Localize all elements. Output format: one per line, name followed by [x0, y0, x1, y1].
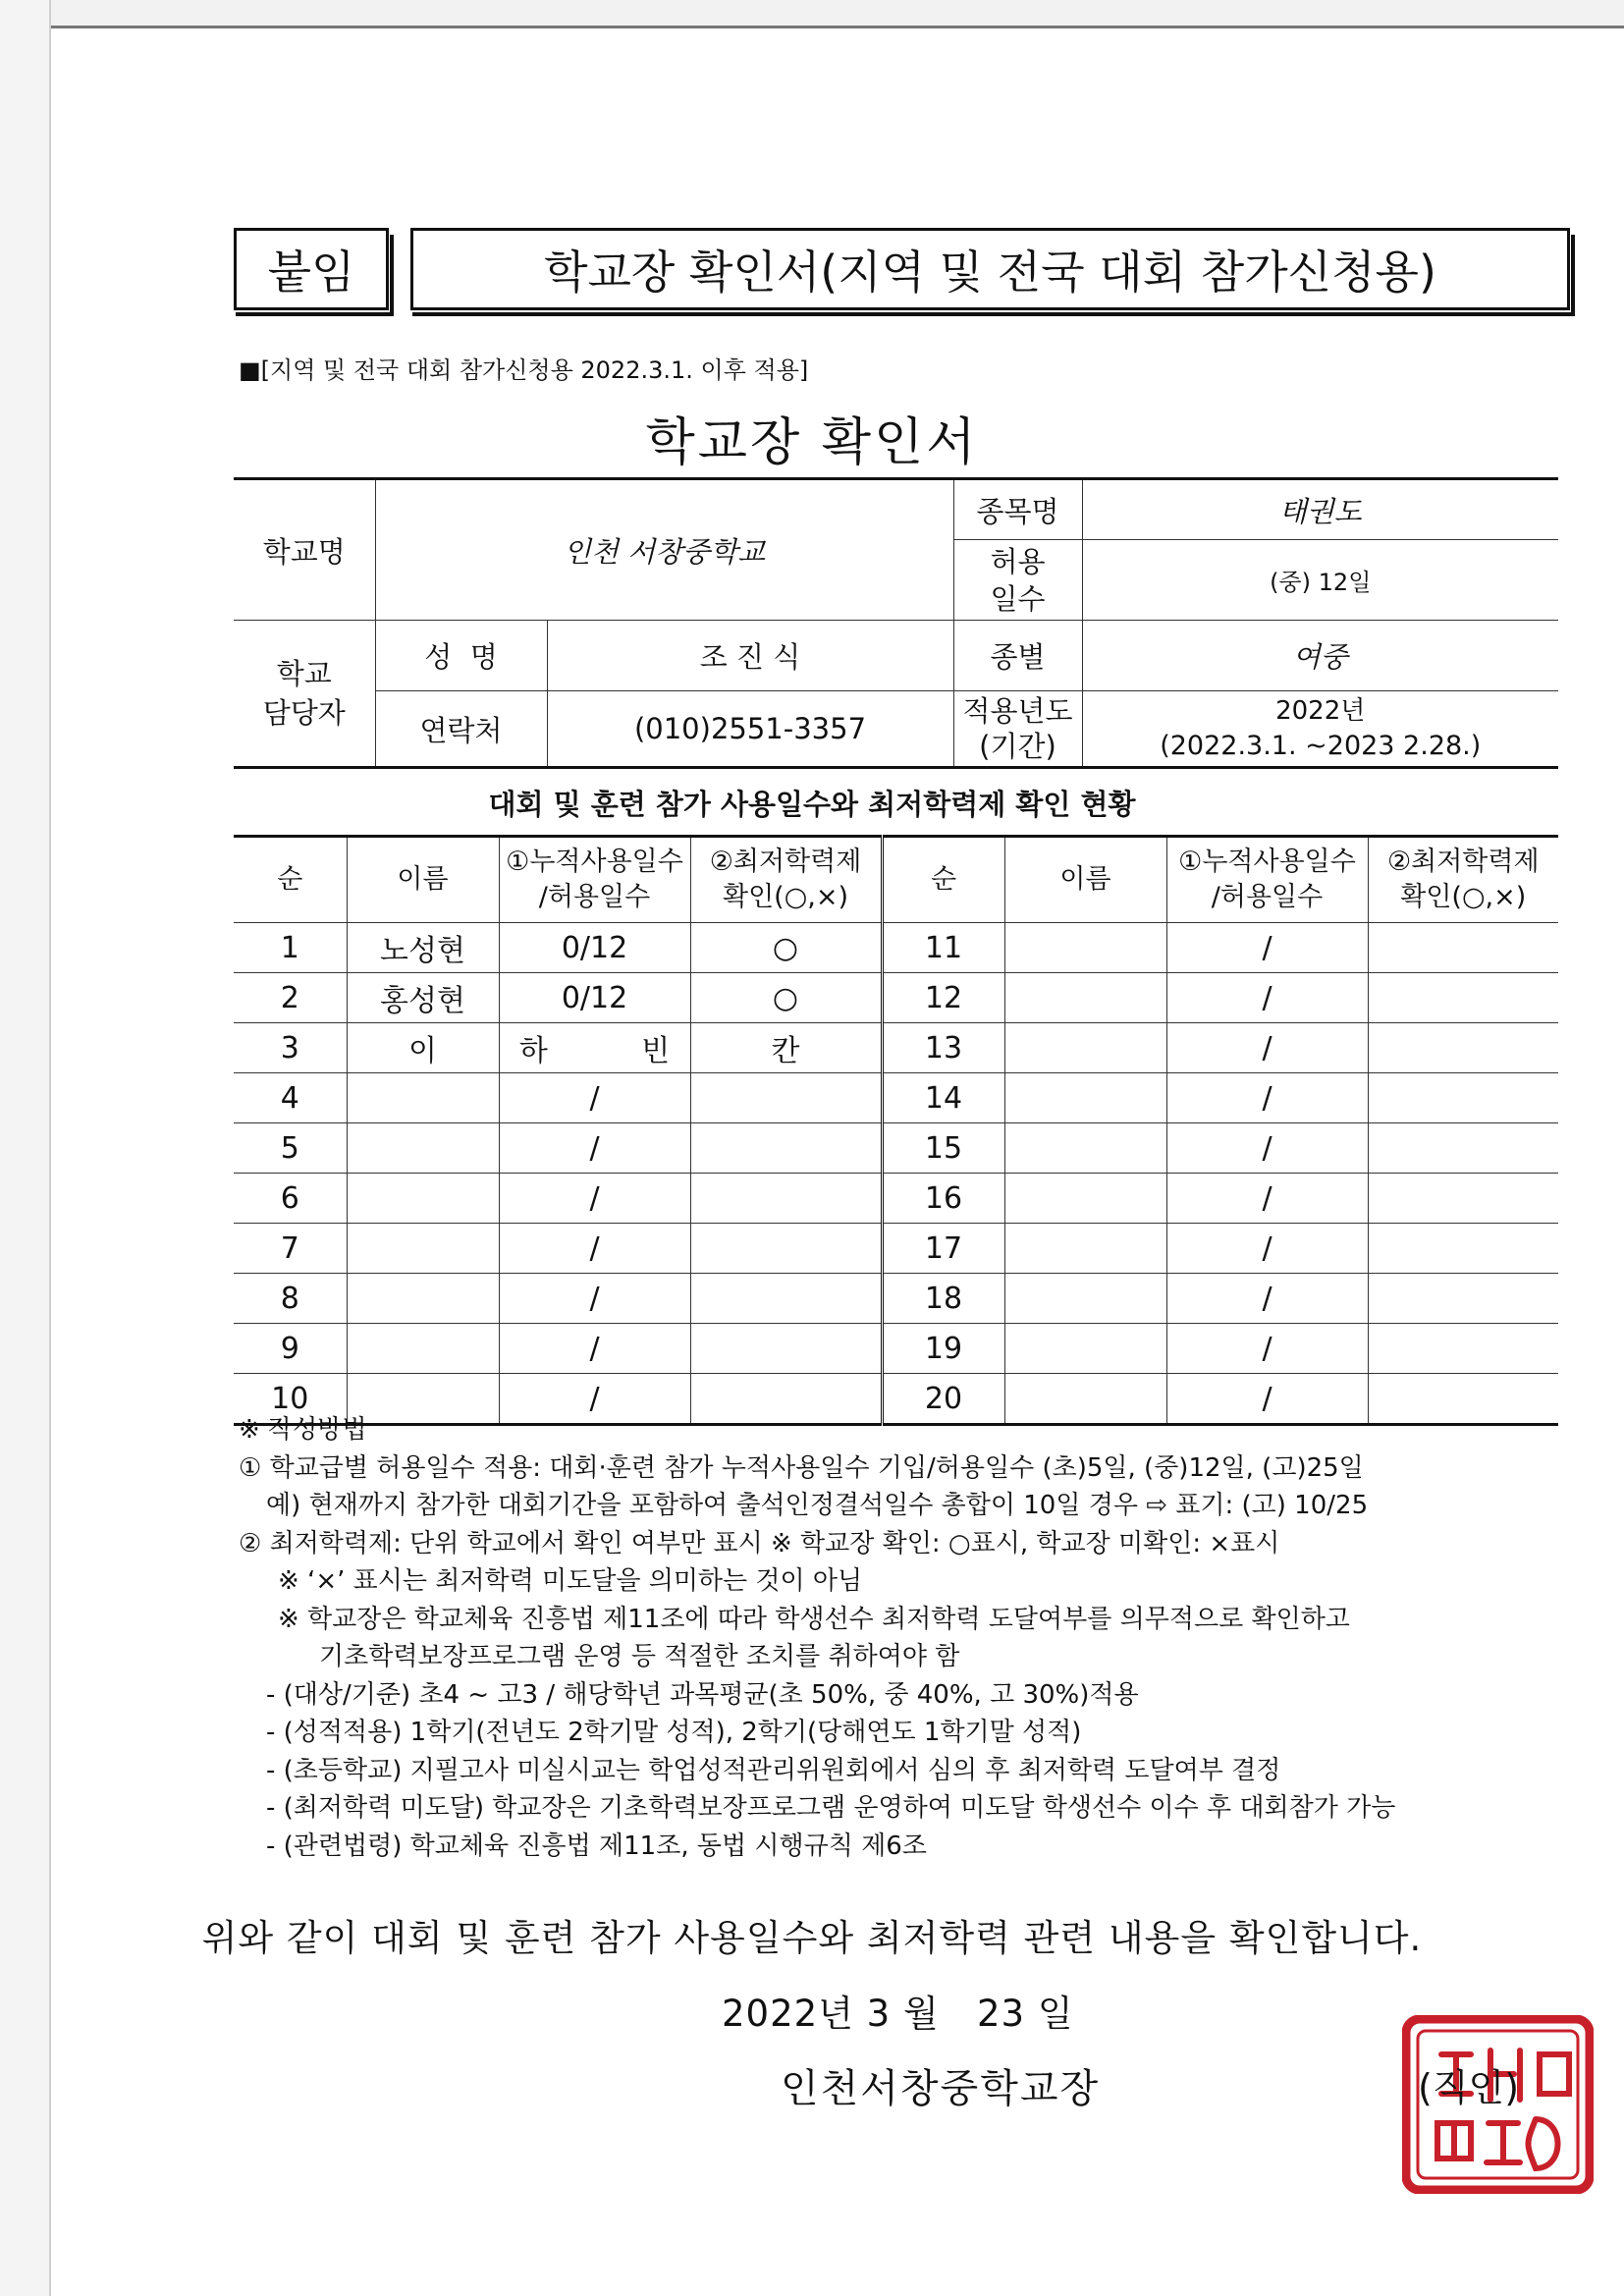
row-days: / [499, 1374, 690, 1425]
note-1-example: 예) 현재까지 참가한 대회기간을 포함하여 출석인정결석일수 총합이 10일 경우 ⇨ 표기: (고) 10/25 [266, 1491, 1369, 1520]
row-name [347, 1174, 499, 1224]
row-days: / [1166, 1374, 1368, 1425]
row-no: 1 [234, 923, 347, 973]
row-no: 6 [234, 1174, 347, 1224]
row-check [690, 1123, 882, 1174]
row-name [347, 1224, 499, 1274]
row-no: 18 [882, 1274, 1004, 1324]
row-no: 17 [882, 1224, 1004, 1274]
period-value: (2022.3.1. ~2023 2.28.) [1160, 731, 1482, 761]
status-row [234, 1023, 1558, 1073]
row-days: / [499, 1123, 690, 1174]
row-no: 5 [234, 1123, 347, 1174]
status-table [234, 835, 1558, 1426]
year-label: 적용년도 (기간) [953, 691, 1082, 768]
header-days: ①누적사용일수 /허용일수 [499, 837, 690, 923]
row-check [1368, 1274, 1558, 1324]
row-days: / [499, 1073, 690, 1123]
sport-label: 종목명 [953, 479, 1082, 540]
row-name [1004, 1324, 1166, 1374]
category-value: 여중 [1082, 621, 1558, 691]
year-value: 2022년 [1275, 696, 1366, 726]
applicability-note: ■[지역 및 전국 대회 참가신청용 2022.3.1. 이후 적용] [239, 356, 809, 384]
detail-4: - (최저학력 미도달) 학교장은 기초학력보장프로그램 운영하여 미도달 학생선수 이수 후 대회참가 가능 [266, 1793, 1396, 1823]
status-header-row [234, 837, 1558, 923]
note-1: ① 학교급별 허용일수 적용: 대회·훈련 참가 누적사용일수 기입/허용일수 (초)5일, (중)12일, (고)25일 [239, 1452, 1364, 1483]
row-check [690, 1274, 882, 1324]
status-row [234, 1274, 1558, 1324]
row-days: / [1166, 1023, 1368, 1073]
row-check [1368, 1324, 1558, 1374]
category-label: 종별 [953, 621, 1082, 691]
row-name [1004, 1224, 1166, 1274]
row-days: / [1166, 1324, 1368, 1374]
scan-edge-top [0, 0, 1624, 28]
status-row [234, 1324, 1558, 1374]
row-days: / [1166, 923, 1368, 973]
row-name: 홍성현 [347, 973, 499, 1023]
school-info-table [234, 477, 1558, 769]
issue-date: 2022년 3 월 23 일 [722, 1993, 1074, 2035]
note-2: ② 최저학력제: 단위 학교에서 확인 여부만 표시 ※ 학교장 확인: ○표시, 학교장 미확인: ×표시 [239, 1528, 1280, 1558]
status-section-title: 대회 및 훈련 참가 사용일수와 최저학력제 확인 현황 [488, 788, 1136, 821]
header-min-academic: ②최저학력제 확인(○,×) [690, 837, 882, 923]
status-row [234, 1224, 1558, 1274]
row-no: 20 [882, 1374, 1004, 1425]
school-name-value: 인천 서창중학교 [375, 479, 953, 621]
row-name [1004, 1174, 1166, 1224]
row-no: 7 [234, 1224, 347, 1274]
row-name [347, 1073, 499, 1123]
contact-label: 연락처 [375, 691, 547, 768]
row-check [1368, 1023, 1558, 1073]
row-check [1368, 1174, 1558, 1224]
row-name [1004, 973, 1166, 1023]
contact-value: (010)2551-3357 [547, 691, 953, 768]
row-no: 4 [234, 1073, 347, 1123]
manager-label: 학교 담당자 [234, 621, 375, 768]
detail-5: - (관련법령) 학교체육 진흥법 제11조, 동법 시행규칙 제6조 [266, 1831, 927, 1861]
row-name [347, 1324, 499, 1374]
detail-3: - (초등학교) 지필고사 미실시교는 학업성적관리위원회에서 심의 후 최저학력 도달여부 결정 [266, 1755, 1281, 1785]
row-no: 14 [882, 1073, 1004, 1123]
note-2-a: ※ ‘×’ 표시는 최저학력 미도달을 의미하는 것이 아님 [278, 1566, 863, 1596]
row-check: ○ [690, 923, 882, 973]
note-2-b1: ※ 학교장은 학교체육 진흥법 제11조에 따라 학생선수 최저학력 도달여부를 의무적으로 확인하고 [278, 1604, 1350, 1634]
status-row [234, 923, 1558, 973]
header-name: 이름 [1004, 837, 1166, 923]
row-check [690, 1224, 882, 1274]
row-check: 칸 [690, 1023, 882, 1073]
row-no: 19 [882, 1324, 1004, 1374]
detail-1: - (대상/기준) 초4 ~ 고3 / 해당학년 과목평균(초 50%, 중 40%, 고 30%)적용 [266, 1679, 1139, 1710]
allowed-days-label: 허용 일수 [953, 540, 1082, 621]
row-days: 하 빈 [499, 1023, 690, 1073]
row-name: 노성현 [347, 923, 499, 973]
row-name [1004, 923, 1166, 973]
row-no: 11 [882, 923, 1004, 973]
row-name [1004, 1274, 1166, 1324]
year-cell [1082, 691, 1558, 768]
row-no: 8 [234, 1274, 347, 1324]
row-no: 12 [882, 973, 1004, 1023]
row-days: / [1166, 973, 1368, 1023]
header-no: 순 [882, 837, 1004, 923]
row-name [1004, 1073, 1166, 1123]
manager-name-label: 성 명 [375, 621, 547, 691]
row-check [1368, 1123, 1558, 1174]
row-days: / [1166, 1224, 1368, 1274]
row-no: 10 [234, 1374, 347, 1425]
principal-signature-line: 인천서창중학교장 [781, 2066, 1101, 2111]
status-row [234, 973, 1558, 1023]
manager-name-value: 조 진 식 [547, 621, 953, 691]
header-min-academic: ②최저학력제 확인(○,×) [1368, 837, 1558, 923]
status-body [234, 923, 1558, 1425]
row-check [1368, 973, 1558, 1023]
row-days: 0/12 [499, 923, 690, 973]
row-no: 13 [882, 1023, 1004, 1073]
sport-value: 태권도 [1082, 479, 1558, 540]
document-title: 학교장 확인서 [645, 413, 979, 472]
row-days: / [499, 1274, 690, 1324]
row-check [1368, 923, 1558, 973]
row-days: / [1166, 1274, 1368, 1324]
row-days: 0/12 [499, 973, 690, 1023]
row-check [690, 1174, 882, 1224]
row-check [1368, 1073, 1558, 1123]
row-name [347, 1123, 499, 1174]
status-row [234, 1073, 1558, 1123]
row-check: ○ [690, 973, 882, 1023]
row-check [1368, 1224, 1558, 1274]
row-days: / [499, 1224, 690, 1274]
status-row [234, 1174, 1558, 1224]
row-no: 3 [234, 1023, 347, 1073]
confirmation-statement: 위와 같이 대회 및 훈련 참가 사용일수와 최저학력 관련 내용을 확인합니다. [201, 1917, 1423, 1959]
row-days: / [499, 1174, 690, 1224]
form-title: 학교장 확인서(지역 및 전국 대회 참가신청용) [410, 228, 1570, 310]
row-check [690, 1073, 882, 1123]
row-name [347, 1274, 499, 1324]
detail-2: - (성적적용) 1학기(전년도 2학기말 성적), 2학기(당해연도 1학기말 성적) [266, 1718, 1082, 1747]
row-no: 2 [234, 973, 347, 1023]
row-name [1004, 1123, 1166, 1174]
row-check [690, 1324, 882, 1374]
allowed-days-value: (중) 12일 [1082, 540, 1558, 621]
header-no: 순 [234, 837, 347, 923]
row-name: 이 [347, 1023, 499, 1073]
seal-label: (직인) [1418, 2066, 1520, 2109]
attachment-label: 붙임 [234, 228, 389, 310]
row-no: 9 [234, 1324, 347, 1374]
row-days: / [1166, 1174, 1368, 1224]
row-days: / [1166, 1123, 1368, 1174]
row-name [1004, 1023, 1166, 1073]
header-name: 이름 [347, 837, 499, 923]
instructions-heading: ※ 작성방법 [239, 1415, 367, 1445]
row-no: 16 [882, 1174, 1004, 1224]
status-row [234, 1123, 1558, 1174]
row-days: / [1166, 1073, 1368, 1123]
row-days: / [499, 1324, 690, 1374]
header-days: ①누적사용일수 /허용일수 [1166, 837, 1368, 923]
instructions [239, 1411, 1574, 1865]
school-name-label: 학교명 [234, 479, 375, 621]
row-no: 15 [882, 1123, 1004, 1174]
note-2-b2: 기초학력보장프로그램 운영 등 적절한 조치를 취하여야 함 [319, 1642, 960, 1671]
